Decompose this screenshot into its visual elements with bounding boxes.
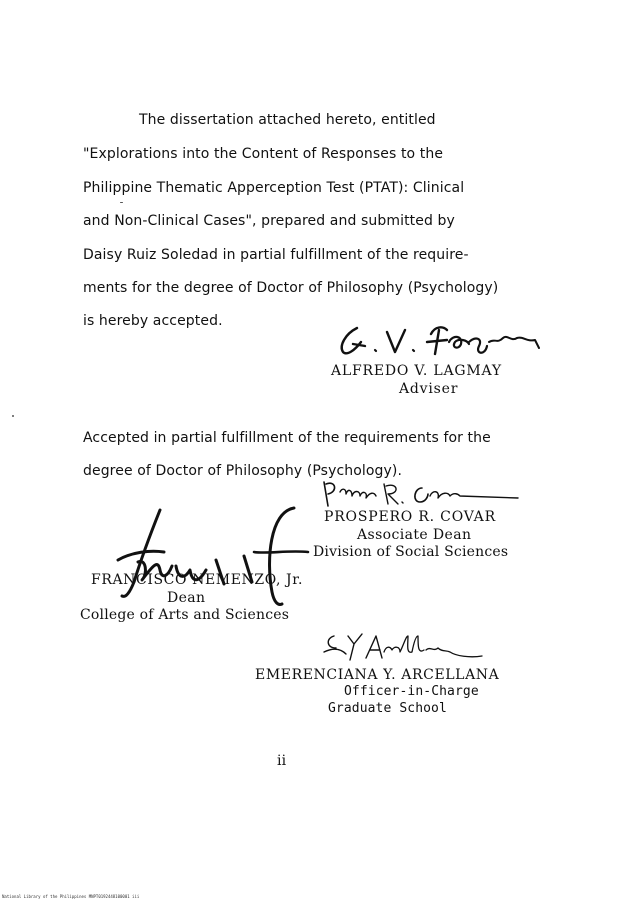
body-line-6: ments for the degree of Doctor of Philosophy (Psychology) <box>83 280 499 296</box>
acceptance-line-2: degree of Doctor of Philosophy (Psychology). <box>83 463 403 479</box>
associate-dean-title: Associate Dean <box>357 527 472 543</box>
body-line-1: The dissertation attached hereto, entitled <box>139 112 436 128</box>
dean-title: Dean <box>167 590 206 606</box>
scan-speck <box>120 202 123 203</box>
body-line-2: "Explorations into the Content of Responses to the <box>83 146 444 162</box>
body-line-7: is hereby accepted. <box>83 313 223 329</box>
dean-unit: College of Arts and Sciences <box>80 607 290 623</box>
page-number: ii <box>277 753 287 769</box>
adviser-name: ALFREDO V. LAGMAY <box>331 363 502 379</box>
body-line-3: Philippine Thematic Apperception Test (PTAT): Clinical <box>83 180 465 196</box>
associate-dean-signature <box>318 478 528 512</box>
scan-footer: National Library of the Philippines MNPT0192448100001 iii <box>2 894 140 899</box>
adviser-title: Adviser <box>399 381 459 397</box>
dean-name: FRANCISCO NEMENZO, Jr. <box>91 572 304 588</box>
associate-dean-unit: Division of Social Sciences <box>313 544 509 560</box>
body-line-4: and Non-Clinical Cases", prepared and submitted by <box>83 213 455 229</box>
dean-signature <box>98 500 328 610</box>
graduate-school-title: Officer-in-Charge <box>344 684 479 699</box>
graduate-school-signature <box>320 630 490 666</box>
adviser-signature <box>335 320 545 360</box>
acceptance-line-1: Accepted in partial fulfillment of the requirements for the <box>83 430 491 446</box>
scan-speck <box>12 415 14 417</box>
body-line-5: Daisy Ruiz Soledad in partial fulfillment of the require- <box>83 247 469 263</box>
graduate-school-name: EMERENCIANA Y. ARCELLANA <box>255 667 500 683</box>
graduate-school-unit: Graduate School <box>328 701 447 716</box>
associate-dean-name: PROSPERO R. COVAR <box>324 509 496 525</box>
